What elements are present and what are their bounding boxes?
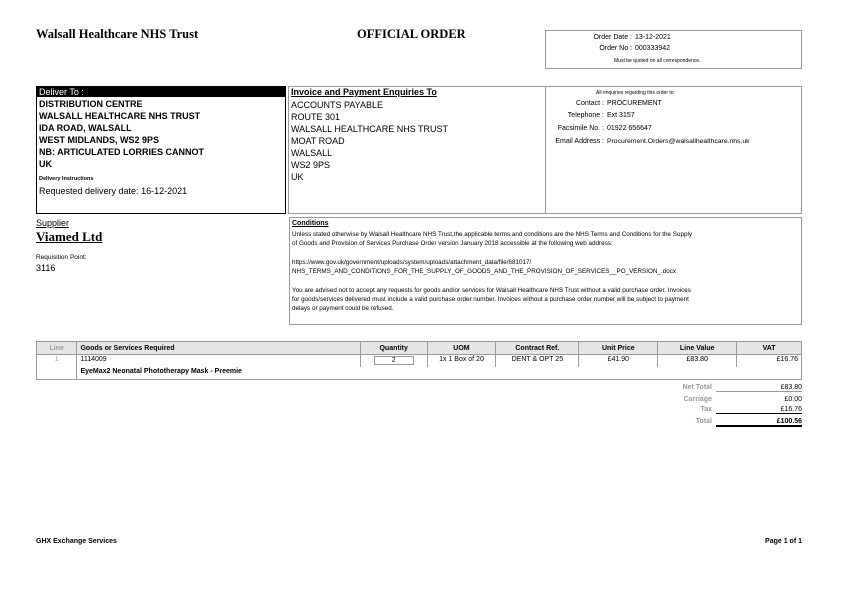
quote-note: Must be quoted on all correspondence. [614,58,701,64]
invoice-box [288,86,546,214]
conditions-paragraph-1 [292,230,692,248]
invoice-heading: Invoice and Payment Enquiries To [291,87,437,97]
document-title: OFFICIAL ORDER [357,27,466,41]
address-line: UK [39,159,52,169]
header-unit-price: Unit Price [579,342,658,355]
header-line: Line [37,342,77,355]
enquiries-box [545,86,802,214]
cell-quantity [360,355,427,368]
order-info-box [545,30,802,69]
telephone-value: Ext 3157 [607,112,635,119]
address-line: WEST MIDLANDS, WS2 9PS [39,135,160,145]
order-date: 13-12-2021 [635,34,671,41]
tax-value: £16.76 [716,406,802,414]
invoice-line: WS2 9PS [291,160,331,170]
cell-code: 1114009 [77,355,360,368]
header-uom: UOM [427,342,496,355]
conditions-box [289,217,802,325]
address-line: IDA ROAD, WALSALL [39,123,132,133]
invoice-line: ROUTE 301 [291,112,341,122]
cell-line: 1 [37,355,77,368]
conditions-text: delays or payment could be refused. [292,305,394,312]
conditions-url-line: https://www.gov.uk/government/uploads/system/uploads/attachment_data/file/681017/ [292,259,532,266]
conditions-text: You are advised not to accept any requests for goods and/or services for Walsall Healthcare NHS Trust without a valid purchase order. Invoices [292,287,691,294]
header-vat: VAT [737,342,802,355]
cell-line-value: £83.80 [658,355,737,368]
header-line-value: Line Value [658,342,737,355]
email-value: Procurement.Orders@walsallhealthcare.nhs.uk [607,138,750,145]
footer-left: GHX Exchange Services [36,538,117,545]
header-goods: Goods or Services Required [77,342,360,355]
invoice-line: ACCOUNTS PAYABLE [291,100,384,110]
order-date-label: Order Date : [593,34,632,41]
cell-empty [37,367,77,380]
carriage-label: Carriage [683,396,712,403]
delivery-instructions-label: Delivery Instructions [39,176,94,182]
conditions-text: Unless stated otherwise by Walsall Healthcare NHS Trust,the applicable terms and conditions are the NHS Terms and Conditions for the Supply [292,231,693,238]
table-row-description [37,367,802,380]
table-header-row [37,342,802,355]
header-quantity: Quantity [360,342,427,355]
cell-description: EyeMax2 Neonatal Phototherapy Mask - Preemie [77,367,802,380]
cell-vat: £16.76 [737,355,802,368]
telephone-label: Telephone : [567,112,604,119]
total-value: £100.56 [716,418,802,427]
enquiries-heading: All enquiries regarding this order to: [596,90,675,96]
fax-value: 01922 656647 [607,125,652,132]
conditions-text: of Goods and Provision of Services Purchase Order version January 2018 accessible at the following web address: [292,240,613,247]
quantity-value: 2 [374,356,414,365]
net-total-value: £83.80 [716,384,802,392]
invoice-line: WALSALL [291,148,333,158]
address-line: WALSALL HEALTHCARE NHS TRUST [39,111,201,121]
address-line: DISTRIBUTION CENTRE [39,99,143,109]
fax-label: Facsimile No. : [557,125,604,132]
requested-delivery-date: Requested delivery date: 16-12-2021 [39,186,188,196]
carriage-value: £0.00 [784,396,802,403]
cell-unit-price: £41.90 [579,355,658,368]
email-label: Email Address : [555,138,604,145]
invoice-address [291,99,448,183]
page-number: Page 1 of 1 [765,538,802,545]
deliver-to-address [39,98,204,170]
address-line: NB: ARTICULATED LORRIES CANNOT [39,147,204,157]
net-total-label: Net Total [682,384,712,391]
invoice-line: UK [291,172,304,182]
supplier-name: Viamed Ltd [36,229,103,244]
conditions-heading: Conditions [292,220,329,227]
header-contract: Contract Ref. [496,342,579,355]
order-no-label: Order No : [599,45,632,52]
total-label: Total [695,418,712,425]
invoice-line: WALSALL HEALTHCARE NHS TRUST [291,124,449,134]
invoice-line: MOAT ROAD [291,136,345,146]
deliver-to-box [36,86,286,214]
conditions-paragraph-2 [292,286,691,313]
conditions-url [292,258,676,276]
trust-name: Walsall Healthcare NHS Trust [36,27,199,41]
cell-contract: DENT & OPT 25 [496,355,579,368]
requisition-value: 3116 [36,263,56,273]
requisition-label: Requisition Point: [36,254,87,261]
conditions-url-line: NHS_TERMS_AND_CONDITIONS_FOR_THE_SUPPLY_OF_GOODS_AND_THE_PROVISION_OF_SERVICES__PO_VERSION_.docx [292,268,676,275]
order-lines-table [36,341,802,380]
contact-value: PROCUREMENT [607,100,662,107]
cell-uom: 1x 1 Box of 20 [427,355,496,368]
deliver-to-heading: Deliver To : [37,87,285,97]
conditions-text: for goods/services delivered must include a valid purchase order number. Invoices without a purchase order number will be subject to payment [292,296,689,303]
order-number: 000333942 [635,45,671,52]
tax-label: Tax [700,406,712,413]
table-row [37,355,802,368]
contact-label: Contact : [575,100,604,107]
supplier-heading: Supplier [36,218,70,228]
